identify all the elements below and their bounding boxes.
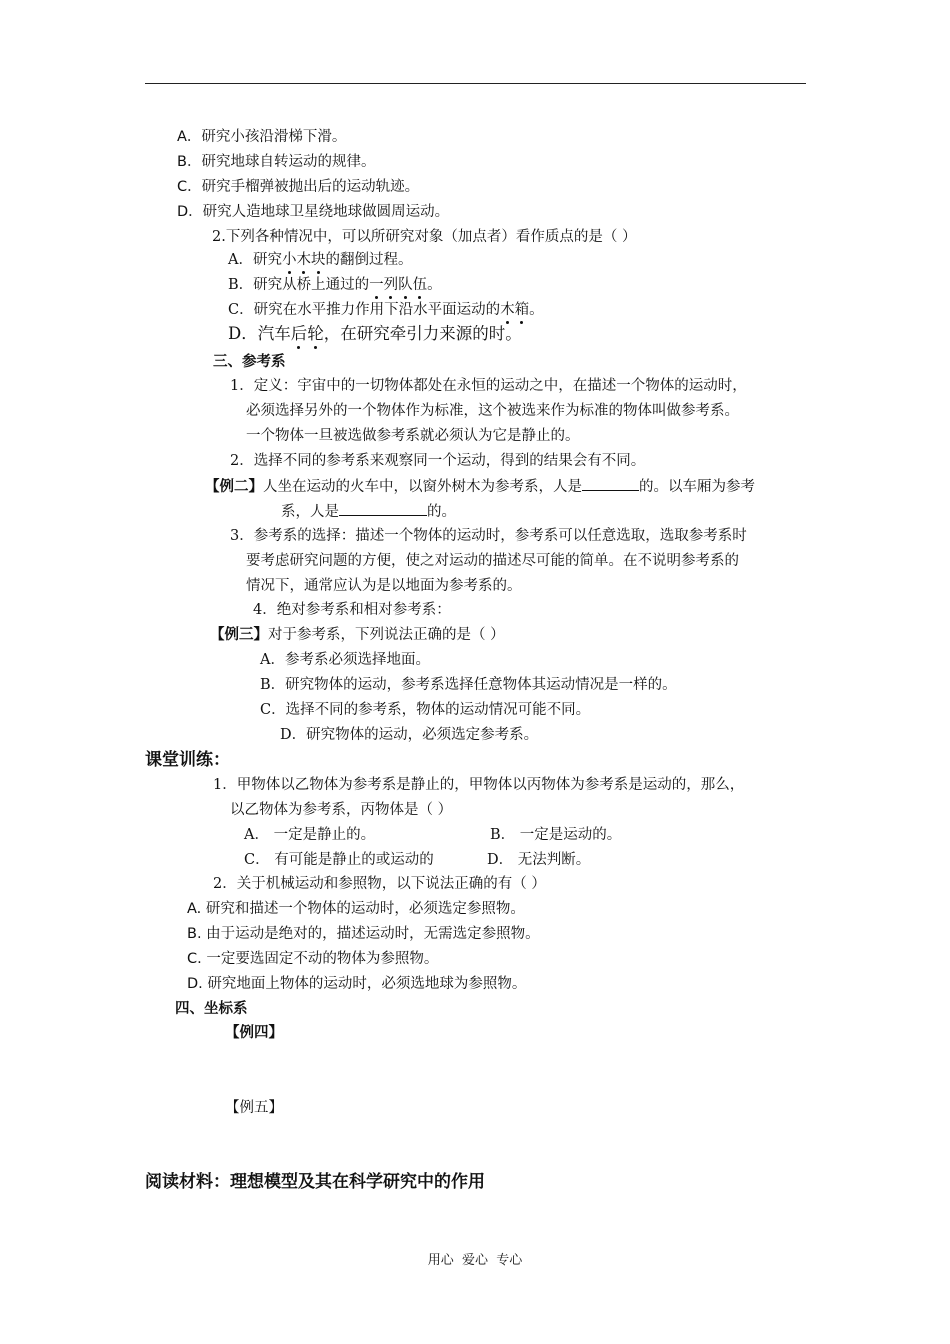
def-line-2: 必须选择另外的一个物体作为标准，这个被选来作为标准的物体叫做参考系。 bbox=[246, 403, 739, 419]
practice-q1-line-1: 1．甲物体以乙物体为参考系是静止的，甲物体以丙物体为参考系是运动的，那么， bbox=[213, 777, 745, 793]
def-line-3: 一个物体一旦被选做参考系就必须认为它是静止的。 bbox=[246, 428, 580, 444]
reading-title: 阅读材料：理想模型及其在科学研究中的作用 bbox=[145, 1172, 485, 1192]
practice-q2-option-c: C. 一定要选固定不动的物体为参照物。 bbox=[187, 951, 439, 967]
practice-q2-stem: 2．关于机械运动和参照物，以下说法正确的有（ ） bbox=[213, 876, 546, 892]
practice-q2-option-d: D. 研究地面上物体的运动时，必须选地球为参照物。 bbox=[187, 976, 527, 992]
example-2-label: 【例二】 bbox=[205, 478, 263, 495]
practice-q1-option-d: D． 无法判断。 bbox=[487, 852, 591, 868]
q1-option-b: B．研究地球自转运动的规律。 bbox=[177, 154, 376, 170]
item-3-line-3: 情况下，通常应认为是以地面为参考系的。 bbox=[246, 578, 522, 594]
item-4: 4．绝对参考系和相对参考系： bbox=[253, 602, 451, 618]
example-2: 【例二】人坐在运动的火车中，以窗外树木为参考系，人是 的。以车厢为参考 bbox=[205, 478, 755, 495]
practice-title: 课堂训练： bbox=[145, 750, 230, 770]
example-3: 【例三】对于参考系，下列说法正确的是（ ） bbox=[210, 626, 505, 643]
section4-title: 四、坐标系 bbox=[175, 1001, 248, 1017]
practice-q2-option-a: A. 研究和描述一个物体的运动时，必须选定参照物。 bbox=[187, 901, 525, 917]
q2-option-d: D．汽车后轮，在研究牵引力来源的时。 bbox=[228, 324, 522, 343]
q2-option-a: A．研究小木块的翻倒过程。 bbox=[228, 252, 413, 268]
ex3-option-d: D．研究物体的运动，必须选定参考系。 bbox=[280, 727, 539, 743]
practice-q1-option-c: C． 有可能是静止的或运动的 bbox=[244, 852, 434, 868]
example-5-label: 【例五】 bbox=[225, 1100, 283, 1116]
practice-q1-option-b: B． 一定是运动的。 bbox=[490, 827, 622, 843]
ex3-option-b: B．研究物体的运动，参考系选择任意物体其运动情况是一样的。 bbox=[260, 677, 677, 693]
item-3-line-2: 要考虑研究问题的方便，使之对运动的描述尽可能的简单。在不说明参考系的 bbox=[246, 553, 739, 569]
q2-option-b: B．研究从桥上通过的一列队伍。 bbox=[228, 277, 442, 293]
ex3-option-a: A．参考系必须选择地面。 bbox=[260, 652, 430, 668]
page-footer: 用心 爱心 专心 bbox=[427, 1253, 523, 1268]
q2-stem: 2.下列各种情况中，可以所研究对象（加点者）看作质点的是（ ） bbox=[212, 229, 637, 245]
practice-q2-option-b: B. 由于运动是绝对的，描述运动时，无需选定参照物。 bbox=[187, 926, 540, 942]
item-2: 2．选择不同的参考系来观察同一个运动，得到的结果会有不同。 bbox=[230, 453, 646, 469]
item-3-line-1: 3．参考系的选择：描述一个物体的运动时，参考系可以任意选取，选取参考系时 bbox=[230, 528, 747, 544]
section3-title: 三、参考系 bbox=[213, 354, 286, 370]
q2-option-c: C．研究在水平推力作用下沿水平面运动的木箱。 bbox=[228, 302, 544, 318]
practice-q1-line-2: 以乙物体为参考系，丙物体是（ ） bbox=[230, 802, 453, 818]
q1-option-a: A．研究小孩沿滑梯下滑。 bbox=[177, 129, 347, 145]
q1-option-c: C．研究手榴弹被抛出后的运动轨迹。 bbox=[177, 179, 420, 195]
example-2-cont: 系，人是 的。 bbox=[281, 501, 456, 522]
ex3-option-c: C．选择不同的参考系，物体的运动情况可能不同。 bbox=[260, 702, 591, 718]
answer-blank bbox=[582, 476, 639, 491]
def-line-1: 1．定义：宇宙中的一切物体都处在永恒的运动之中，在描述一个物体的运动时， bbox=[230, 378, 747, 394]
example-3-label: 【例三】 bbox=[210, 626, 268, 643]
answer-blank bbox=[339, 501, 427, 516]
example-4-label: 【例四】 bbox=[225, 1024, 283, 1041]
q1-option-d: D．研究人造地球卫星绕地球做圆周运动。 bbox=[177, 204, 450, 220]
header-rule bbox=[145, 83, 806, 84]
practice-q1-option-a: A． 一定是静止的。 bbox=[244, 827, 376, 843]
